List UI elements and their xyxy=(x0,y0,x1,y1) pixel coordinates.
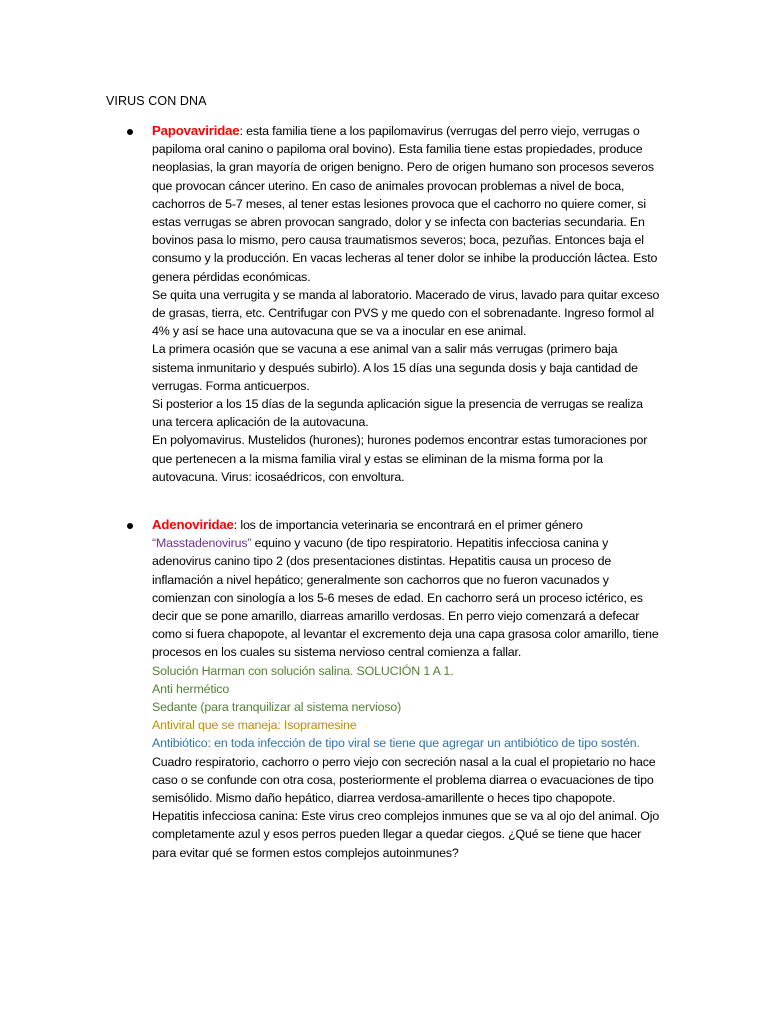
section-term: Papovaviridae xyxy=(152,123,240,138)
treatment-line: Solución Harman con solución salina. SOLUCIÓN 1 A 1. xyxy=(152,663,454,678)
section-intro-text-cont: equino y vacuno (de tipo respiratorio. Hepatitis infecciosa canina y adenovirus canino tipo 2 (dos presentaciones distintas. Hepatitis causa un proceso de inflamación a nivel hepático; generalmente son cachorros que no fueron vacunados y comienzan con sinología a los 5-6 meses de edad. En cachorro será un proceso ictérico, es decir que se pone amarillo, diarreas amarillo verdosas. En perro viejo comenzará a defecar como si fuera chapopote, al levantar el excremento deja una capa grasosa color amarillo, tiene procesos en los cuales su sistema nervioso central comienza a fallar. xyxy=(152,536,659,660)
section-adenoviridae xyxy=(152,516,662,862)
bullet-icon xyxy=(127,523,133,529)
section-intro-text: los de importancia veterinaria se encontrará en el primer género xyxy=(237,518,583,532)
section-intro xyxy=(152,516,662,662)
treatment-line: Antiviral que se maneja: Isopramesine xyxy=(152,718,357,733)
paragraph: Hepatitis infecciosa canina: Este virus creo complejos inmunes que se va al ojo del animal. Ojo completamente azul y esos perros pueden llegar a quedar ciegos. ¿Qué se tiene que hacer para evitar qué se formen estos complejos autoinmunes? xyxy=(152,809,660,860)
document-title: VIRUS CON DNA xyxy=(106,94,207,108)
section-term-suffix: : xyxy=(239,124,243,138)
section-intro-text: esta familia tiene a los papilomavirus (verrugas del perro viejo, verrugas o papiloma oral canino o papiloma oral bovino). Esta familia tiene estas propiedades, produce neoplasias, la gran mayoría de origen benigno. Pero de origen humano son procesos severos que provocan cáncer uterino. En caso de animales provocan problemas a nivel de boca, cachorros de 5-7 meses, al tener estas lesiones provoca que el cachorro no quiere comer, si estas verrugas se abren provocan sangrado, dolor y se infecta con bacterias secundaria. En bovinos pasa lo mismo, pero causa traumatismos severos; boca, pezuñas. Entonces baja el consumo y la producción. En vacas lecheras al tener dolor se inhibe la producción láctea. Esto genera pérdidas económicas. xyxy=(152,124,658,284)
bullet-icon xyxy=(127,129,133,135)
paragraph: La primera ocasión que se vacuna a ese animal van a salir más verrugas (primero baja sistema inmunitario y después subirlo). A los 15 días una segunda dosis y baja cantidad de verrugas. Forma anticuerpos. xyxy=(152,342,638,393)
treatment-line: Sedante (para tranquilizar al sistema nervioso) xyxy=(152,700,402,715)
section-term-suffix: : xyxy=(233,518,238,532)
treatment-line: Anti hermético xyxy=(152,681,230,696)
paragraph: Si posterior a los 15 días de la segunda aplicación sigue la presencia de verrugas se realiza una tercera aplicación de la autovacuna. xyxy=(152,397,643,430)
treatment-line: Antibiótico: en toda infección de tipo viral se tiene que agregar un antibiótico de tipo sostén. xyxy=(152,736,640,751)
section-intro xyxy=(152,122,662,286)
paragraph: En polyomavirus. Mustelidos (hurones); hurones podemos encontrar estas tumoraciones por que pertenecen a la misma familia viral y estas se eliminan de la misma forma por la autovacuna. Virus: icosaédricos, con envoltura. xyxy=(152,433,648,484)
genus-name: “Masstadenovirus” xyxy=(152,536,252,551)
section-papovaviridae xyxy=(152,122,662,486)
paragraph: Se quita una verrugita y se manda al laboratorio. Macerado de virus, lavado para quitar exceso de grasas, tierra, etc. Centrifugar con PVS y me quedo con el sobrenadante. Ingreso formol al 4% y así se hace una autovacuna que se va a inocular en ese animal. xyxy=(152,287,660,339)
paragraph: Cuadro respiratorio, cachorro o perro viejo con secreción nasal a la cual el propietario no hace caso o se confunde con otra cosa, posteriormente el problema diarrea o evacuaciones de tipo semisólido. Mismo daño hepático, diarrea verdosa-amarillente o heces tipo chapopote. xyxy=(152,754,656,806)
section-term: Adenoviridae xyxy=(152,517,234,532)
